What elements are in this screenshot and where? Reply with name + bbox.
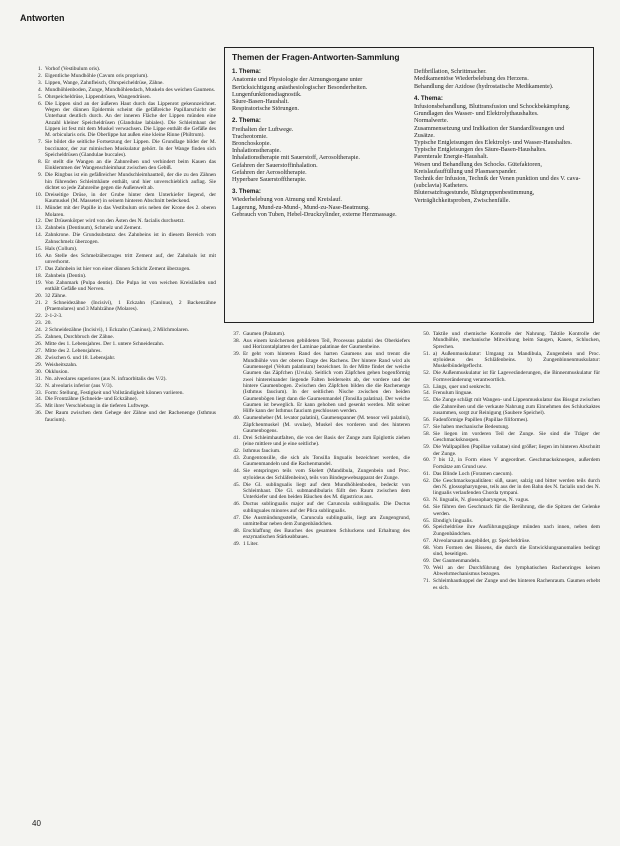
answer-item: [416, 565, 600, 578]
answer-text: Erschlaffung des Bauches des gesamten Schluckens und Erhaltung des enzymatischen Stärkeabbaues.: [243, 527, 410, 541]
answer-item: [416, 424, 600, 430]
answer-text: 2 Schneidezähne (Incisivi), 1 Eckzahn (Caninus), 2 Milchmolaren.: [45, 327, 190, 334]
answer-number: 38.: [233, 337, 240, 344]
answer-number: 34.: [35, 396, 42, 403]
answer-item: [416, 538, 600, 544]
answer-number: 11.: [35, 205, 42, 212]
answer-number: 67.: [423, 537, 430, 544]
answer-item: [226, 435, 410, 448]
answer-text: Mit ihrer Verschiebung in die tieferen Luftwege.: [45, 403, 150, 410]
answer-item: [28, 403, 216, 409]
answer-text: 20.: [45, 320, 52, 327]
theme-text: Freihalten der Luftwege. Tracheotomie. Bronchoskopie. Inhalationstherapie. Inhalationstherapie mit Sauerstoff, Aerosoltherapie. Gefahren der Sauerstoffinhalation. Gefahren der Aerosoltherapie. Hyperbare Sauerstofftherapie.: [232, 125, 360, 184]
answer-item: [226, 351, 410, 414]
answer-item: [28, 266, 216, 272]
answer-number: 52.: [423, 370, 430, 377]
answer-item: [28, 376, 216, 382]
answer-item: [28, 293, 216, 299]
page-header: Antworten: [20, 13, 65, 23]
answer-item: [416, 471, 600, 477]
answer-text: Sie liegen im vorderen Teil der Zunge. Sie sind die Träger der Geschmacksknospen.: [433, 430, 600, 444]
answer-item: [28, 94, 216, 100]
answer-text: 2-1-2-3.: [45, 313, 63, 320]
answer-number: 69.: [423, 557, 430, 564]
answer-item: [226, 515, 410, 528]
themes-box: [224, 47, 594, 323]
answer-number: 16.: [35, 252, 42, 259]
answer-number: 60.: [423, 457, 430, 464]
theme-title: 4. Thema:: [414, 94, 443, 102]
answer-number: 6.: [37, 100, 42, 107]
answer-number: 37.: [233, 331, 240, 337]
answer-number: 59.: [423, 444, 430, 451]
answer-text: Die Außenmuskulatur ist für Lageveränderungen, die Binnenmuskulatur für Formveränderung verantwortlich.: [433, 370, 600, 383]
answer-number: 3.: [37, 79, 42, 86]
answer-item: [226, 541, 410, 547]
answer-item: [28, 192, 216, 205]
answer-number: 14.: [35, 232, 42, 239]
answer-item: [28, 253, 216, 266]
answer-item: [226, 528, 410, 541]
answer-text: Frenulum linguae.: [433, 390, 473, 397]
answer-text: Die Ausmündungsstelle, Caruncula sublingualis, liegt am Zungengrund, unmittelbar neben dem Zungenbändchen.: [243, 514, 410, 527]
answer-number: 24.: [35, 327, 42, 334]
answer-text: Zahnbein (Dentinum), Schmelz und Zement.: [45, 225, 142, 232]
answer-item: [28, 383, 216, 389]
answers-column-1: [28, 66, 216, 424]
answer-item: [28, 334, 216, 340]
answers-column-2: [226, 331, 410, 548]
answer-number: 39.: [233, 351, 240, 358]
answer-item: [28, 139, 216, 158]
answer-text: 1 Liter.: [243, 541, 259, 548]
answer-text: Drei Schleimhautfalten, die von der Basis der Zunge zum Epiglottis ziehen (eine mittlere und je eine seitliche).: [243, 434, 410, 448]
theme-title: 2. Thema:: [232, 117, 261, 125]
answer-text: Weil an der Durchführung des lymphatischen Rachenringes keinen Abwehrmechanismus bezogen.: [433, 564, 600, 578]
answer-number: 61.: [423, 470, 430, 477]
answer-text: Das Zahnbein ist hier von einer dünnen Schicht Zement überzogen.: [45, 265, 191, 272]
answer-item: [416, 545, 600, 558]
answer-item: [226, 338, 410, 351]
answer-item: [28, 246, 216, 252]
answer-number: 58.: [423, 430, 430, 437]
answer-item: [226, 448, 410, 454]
answer-number: 43.: [233, 455, 240, 462]
answer-number: 22.: [35, 313, 42, 320]
themes-columns: [232, 68, 586, 223]
answer-text: Ductus sublingualis major auf der Caruncula sublingualis. Die Ductus sublinguales minores auf der Plica sublingualis.: [243, 501, 410, 514]
answer-item: [28, 369, 216, 375]
answer-text: Schleimhautkuppel der Zunge und des hinteren Rachenraum. Gaumen erhebt es sich.: [433, 578, 600, 591]
answer-text: Alveolarsaum ausgebildet, gr. Speicheldrüse.: [433, 537, 531, 544]
answer-number: 68.: [423, 544, 430, 551]
answer-text: Mundhöhlenboden, Zunge, Mundhöhlendach, Muskeln des weichen Gaumens.: [45, 86, 216, 93]
answer-text: Die Zunge schlägt mit Wangen- und Lippenmuskulatur das Bissgut zwischen die Zahnreihen und die verkaute Nahrung zum Einnehmen des Schluckaktes zusammen, sorgt zur Reinigung (Saubere Speichel).: [433, 397, 600, 417]
answer-text: a) Außenmuskulatur: Umgang zu Mandibula, Zungenbein und Proc. styloideus des Schläfenbeins. b) Zungenbinnenmuskulatur: Muskelbündelgeflecht.: [433, 350, 600, 370]
answer-item: [28, 300, 216, 313]
theme-text: Anatomie und Physiologie der Atmungsorgane unter Berücksichtigung anästhesiologischer Besonderheiten. Lungenfunktionsdiagnostik. Säure-Basen-Haushalt. Respiratorische Störungen.: [232, 76, 368, 113]
answer-item: [28, 341, 216, 347]
answer-item: [226, 415, 410, 434]
answer-text: N. alveolaris inferior (aus V/3).: [45, 382, 113, 389]
answer-text: Gaumen (Palatum).: [243, 331, 286, 337]
answer-text: N. lingualis, N. glossopharyngeus, N. vagus.: [433, 497, 530, 504]
answer-text: Form: Stellung, Festigkeit und Vollständigkeit können variieren.: [45, 389, 184, 396]
answer-text: Gaumenheber (M. levator palatini), Gaumenspanner (M. tensor veli palatini), Zäpfchenmuskel (M. uvulae), Muskel des vorderen und des hinteren Gaumenbogens.: [243, 415, 410, 434]
answer-item: [28, 159, 216, 172]
theme-text: Wiederbelebung von Atmung und Kreislauf. Lagerung, Mund-zu-Mund-, Mund-zu-Nase-Beatmung. Gebrauch von Tuben, Hebel-Druckzylinder, externe Herzmassage.: [232, 196, 397, 218]
answer-item: [416, 431, 600, 444]
answer-number: 1.: [37, 66, 42, 72]
answer-text: Die Lippen sind an der äußeren Haut durch das Lippenrot gekennzeichnet. Wegen der dünnen Epidermis scheint die gefäßreiche Papillarschicht der Unterhaut deutlich durch. An der inneren Fläche der Lippen münden eine Anzahl kleiner Speicheldrüsen (Glandulae labiales). Die Schleimhaut der Lippen ist fest mit dem Muskel verwachsen. Die Lippe enthält die Gefäße des M. orbicularis oris. Die Oberlippe hat außen eine kleine Rinne (Philtrum).: [45, 100, 216, 139]
answer-text: Sie haben mechanische Bedeutung.: [433, 423, 510, 430]
answer-number: 62.: [423, 477, 430, 484]
answer-text: Ohrspeicheldrüse, Lippendrüsen, Wangendrüsen.: [45, 93, 151, 100]
answer-item: [28, 172, 216, 191]
answer-number: 13.: [35, 225, 42, 232]
answer-number: 51.: [423, 350, 430, 357]
answer-text: Sie entspringen teils vom Skelett (Mandibula, Zungenbein und Proc. styloideus des Schläfenbeins), teils von Bindegewebsapparat der Zunge.: [243, 468, 410, 481]
answer-text: Lippen, Wange, Zahnfleisch, Ohrspeicheldrüse, Zähne.: [45, 79, 164, 86]
answer-text: Aus einem knöchernen gebildeten Teil, Processus palatini des Oberkiefers und Horizontalplatten der Laminae palatinae der Gaumenbeine.: [243, 337, 410, 351]
answer-item: [226, 331, 410, 337]
answer-text: 2 Schneidezähne (Incisivi), 1 Eckzahn (Caninus), 2 Backenzähne (Praemolares) und 3 Mahlzähne (Molares).: [45, 299, 216, 313]
answer-number: 29.: [35, 361, 42, 368]
answer-item: [28, 232, 216, 245]
answer-item: [28, 410, 216, 423]
answer-number: 5.: [37, 93, 42, 100]
theme-block: [414, 68, 586, 90]
answer-item: [28, 396, 216, 402]
answer-text: Er geht vom hinteren Rand des harten Gaumens aus und trennt die Mundhöhle von der oberen Etage des Rachens. Der hintere Rand wird als Gaumensegel (Velum palatinum) bezeichnet. In der Mitte findet der weiche Gaumen das Zäpfchen (Uvula). Seitlich vom Zäpfchen gehen bogenförmig zwei hintereinander liegende Falten beiderseits ab, der vordere und der hintere Gaumenbogen. Zwischen den Zäpfchen bilden die die Rachenenge (Isthmus faucium). In der seitlichen Nische zwischen den beiden Gaumenbögen liegt dann die Gaumenmandel (Tonsilla palatina). Der weiche Gaumen ist beweglich. Er kann gehoben und gesenkt werden. Mit seiner Hilfe kann der Isthmus faucium geschlossen werden.: [243, 351, 410, 415]
answer-text: Sie bildet die seitliche Fortsetzung der Lippen. Die Grundlage bildet der M. buccinator, der zur mimischen Muskulatur gehört. In der Wange finden sich Speicheldrüsen (Glandulae buccales).: [45, 139, 216, 159]
answer-text: Die Geschmacksqualitäten: süß, sauer, salzig und bitter werden teils durch den N. glossopharyngeus, teils aus der in den Bahn des N. facialis und des N. lingualis verlaufenden Chorda tympani.: [433, 477, 600, 497]
theme-title: 3. Thema:: [232, 188, 261, 196]
answer-number: 44.: [233, 468, 240, 475]
answer-item: [416, 518, 600, 524]
answer-item: [28, 273, 216, 279]
theme-text: Defibrillation, Schrittmacher. Medikamentöse Wiederbelebung des Herzens. Behandlung der Azidose (hydrostatische Medikamente).: [414, 68, 554, 90]
answer-number: 66.: [423, 524, 430, 531]
answer-number: 57.: [423, 423, 430, 430]
answer-text: Isthmus faucium.: [243, 448, 281, 455]
answer-text: Zwischen 6. und 18. Lebensjahr.: [45, 354, 116, 361]
answer-item: [28, 280, 216, 293]
answer-text: 7 bis 12, in Form eines V angeordnet. Geschmacksknospen, außerdem Fortsätze am Grund usw.: [433, 457, 600, 470]
answer-item: [28, 218, 216, 224]
theme-block: [232, 117, 404, 183]
answer-item: [226, 468, 410, 481]
answer-item: [416, 417, 600, 423]
answer-number: 27.: [35, 347, 42, 354]
answer-text: Weisheitszahn.: [45, 361, 78, 368]
answer-number: 48.: [233, 527, 240, 534]
answer-item: [416, 331, 600, 350]
answer-number: 32.: [35, 382, 42, 389]
answer-number: 2.: [37, 72, 42, 79]
answer-number: 49.: [233, 541, 240, 548]
answer-number: 21.: [35, 299, 42, 306]
answer-item: [28, 80, 216, 86]
answer-text: Nn. alveolares superiores (aus N. infraorbitalis des V/2).: [45, 375, 167, 382]
answer-text: Längs, quer und senkrecht.: [433, 383, 492, 390]
answer-number: 10.: [35, 191, 42, 198]
answer-item: [416, 457, 600, 470]
answer-text: Mündet mit der Papille in das Vestibulum oris neben der Krone des 2. oberen Molaren.: [45, 205, 216, 218]
answer-item: [28, 225, 216, 231]
answer-number: 12.: [35, 218, 42, 225]
answer-item: [416, 351, 600, 370]
answer-number: 31.: [35, 375, 42, 382]
answers-column-3: [416, 331, 600, 591]
answer-item: [28, 313, 216, 319]
answer-item: [226, 501, 410, 514]
answer-number: 28.: [35, 354, 42, 361]
answer-text: Die Gl. sublingualis liegt auf dem Mundhöhlenboden, bedeckt von Schleimhaut. Die Gl. submandibularis füllt den Raum zwischen dem Unterkiefer und den beiden Bäuchen des M. digastricus aus.: [243, 481, 410, 501]
answer-number: 41.: [233, 434, 240, 441]
answer-text: Von Zahnmark (Pulpa dentis). Die Pulpa ist von weichen Kreisläufen und enthält Gefäße und Nerven.: [45, 279, 216, 293]
answer-text: Ebndig's lingualis.: [433, 517, 473, 524]
answer-item: [28, 355, 216, 361]
answer-item: [226, 482, 410, 501]
answer-text: Der Drüsenkörper wird von den Ästen des N. facialis durchsetzt.: [45, 218, 185, 225]
answer-text: Zungentonsille, die sich als Tonsilla lingualis bezeichnet werden, die Gaumenmandeln und die Rachenmandel.: [243, 455, 410, 468]
answer-item: [28, 362, 216, 368]
answer-number: 64.: [423, 504, 430, 511]
answer-item: [416, 524, 600, 537]
answer-item: [416, 578, 600, 591]
answer-number: 20.: [35, 292, 42, 299]
answer-text: 32 Zähne.: [45, 292, 67, 299]
themes-title: Themen der Fragen-Antworten-Sammlung: [232, 52, 400, 62]
answer-item: [416, 497, 600, 503]
answer-number: 25.: [35, 334, 42, 340]
answer-item: [28, 348, 216, 354]
theme-block: [232, 68, 404, 112]
answer-text: Taktile und chemische Kontrolle der Nahrung. Taktile Kontrolle der Mundhöhle, mechanische Mitwirkung beim Saugen, Kauen, Schlucken, Sprechen.: [433, 331, 600, 350]
answer-item: [28, 390, 216, 396]
answer-text: Mitte des 2. Lebensjahres.: [45, 347, 102, 354]
answer-text: Zahnbein (Dentin).: [45, 272, 87, 279]
answer-number: 30.: [35, 368, 42, 375]
theme-text: Infusionsbehandlung, Bluttransfusion und Schockbekämpfung. Grundlagen des Wasser- und Elektrolythaushaltes. Normalwerte. Zusammensetzung und Indikation der Standardlösungen und Zusätze. Typische Entgleisungen des Elektrolyt- und Wasser-Haushaltes. Typische Entgleisungen des Säure-Basen-Haushaltes. Parenterale Energie-Haushalt. Wesen und Behandlung des Schocks. Gütefaktoren, Kreislaufauffüllung und Plasmaexpander. Technik der Infusion, Technik der Venen punktion und des V. cava- (subclavia) Katheters. Blutersatzfragestunde, Blutgruppenbestimmung, Verträglichkeitsproben, Zwischenfälle.: [414, 103, 581, 204]
answer-text: Das Blinde Loch (Foramen caecum).: [433, 470, 513, 477]
answer-text: Hals (Collum).: [45, 245, 78, 252]
answer-number: 8.: [37, 158, 42, 165]
answer-number: 7.: [37, 139, 42, 146]
answer-number: 4.: [37, 86, 42, 93]
answer-item: [416, 558, 600, 564]
answer-item: [28, 73, 216, 79]
answer-item: [416, 384, 600, 390]
answer-number: 36.: [35, 410, 42, 417]
answer-number: 53.: [423, 383, 430, 390]
answer-number: 50.: [423, 331, 430, 337]
answer-text: Fadenförmige Papillen (Papillae filiformes).: [433, 417, 529, 424]
answer-item: [416, 397, 600, 416]
answer-number: 63.: [423, 497, 430, 504]
answer-text: Die Wallpapillen (Papillae vallatae) sind größer; liegen im hinteren Abschnitt der Zunge.: [433, 444, 600, 457]
answer-item: [416, 370, 600, 383]
answer-number: 55.: [423, 397, 430, 404]
answer-number: 47.: [233, 514, 240, 521]
answer-number: 65.: [423, 517, 430, 524]
answer-number: 56.: [423, 417, 430, 424]
answer-text: Der Raum zwischen dem Gehege der Zähne und der Rachenenge (Isthmus faucium).: [45, 410, 216, 423]
answer-number: 19.: [35, 279, 42, 286]
answer-number: 26.: [35, 340, 42, 347]
answer-number: 45.: [233, 481, 240, 488]
answer-item: [416, 504, 600, 517]
theme-block: [232, 188, 404, 218]
answer-number: 42.: [233, 448, 240, 455]
answer-number: 40.: [233, 415, 240, 422]
answer-text: Vorhof (Vestibulum oris).: [45, 66, 101, 72]
answer-number: 17.: [35, 265, 42, 272]
answer-text: Okklusion.: [45, 368, 69, 375]
answer-item: [226, 455, 410, 468]
answer-text: Vom Formen des Bissens, die durch die Entwicklungsanomalien bedingt sind, beseitigen.: [433, 544, 600, 558]
answer-text: An Stelle des Schmelzüberzuges tritt Zement auf, der Zahnhals ist mit unverhornt.: [45, 252, 216, 265]
answer-text: Zahnkrone. Die Grundsubstanz des Zahnbeins ist in diesem Bereich vom Zahnschmelz überzogen.: [45, 232, 216, 245]
answer-item: [28, 87, 216, 93]
answer-text: Der Gaumenmandeln.: [433, 557, 481, 564]
answer-item: [28, 320, 216, 326]
page-number: 40: [32, 819, 41, 828]
answer-text: Speicheldrüse ihre Ausführungsgänge münden nach innen, neben dem Zungenbändchen.: [433, 524, 600, 537]
answer-text: Er stellt die Wangen an die Zahnreihen und verhindert beim Kauen das Einklemmen der Wangenschleimhaut zwischen den Gebiß.: [45, 158, 216, 172]
answer-item: [416, 390, 600, 396]
answer-number: 70.: [423, 564, 430, 571]
themes-right-column: [414, 68, 586, 223]
answer-item: [416, 478, 600, 497]
answer-text: Dreiseitige Drüse, in der Grube hinter dem Unterkiefer liegend, der Kaumuskel (M. Masseter) in seinem hinteren Abschnitt bedeckend.: [45, 191, 216, 205]
answer-number: 54.: [423, 390, 430, 397]
answer-text: Mitte des 1. Lebensjahres. Der 1. untere Schneidezahn.: [45, 340, 165, 347]
answer-text: Die Frontzähne (Schneide- und Eckzähne).: [45, 396, 138, 403]
answer-number: 35.: [35, 403, 42, 410]
answer-number: 46.: [233, 501, 240, 508]
answer-text: Sie führen den Geschmack für die Berührung, die die Spitzen der Gelenke werden.: [433, 504, 600, 517]
theme-block: [414, 95, 586, 204]
answer-number: 18.: [35, 272, 42, 279]
theme-title: 1. Thema:: [232, 68, 261, 76]
answer-number: 23.: [35, 320, 42, 327]
answer-text: Die Ringbus ist ein gefäßreicher Mundschleimhautteil, der die zu den Zähnen hin führenden Schleimhäute enthält, und hier unverschieblich auflag. Sie dichtet so jede Zahnreihe gegen die Außenwelt ab.: [45, 172, 216, 191]
answer-item: [28, 205, 216, 218]
themes-left-column: [232, 68, 404, 223]
answer-number: 33.: [35, 389, 42, 396]
answer-text: Zahnen, Durchbruch der Zähne.: [45, 334, 114, 340]
answer-item: [416, 444, 600, 457]
answer-number: 15.: [35, 245, 42, 252]
answer-item: [28, 327, 216, 333]
answer-number: 71.: [423, 578, 430, 585]
answer-number: 9.: [37, 172, 42, 179]
answer-item: [28, 66, 216, 72]
answer-item: [28, 101, 216, 139]
answer-text: Eigentliche Mundhöhle (Cavum oris proprium).: [45, 72, 149, 79]
